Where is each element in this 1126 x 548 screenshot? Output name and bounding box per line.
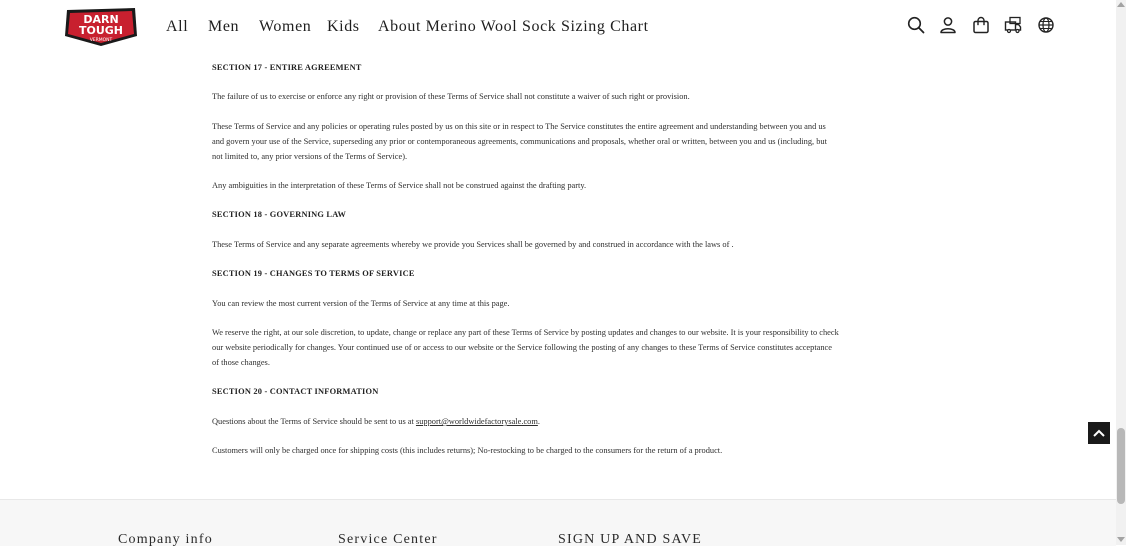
scrollbar-thumb[interactable] bbox=[1117, 428, 1125, 504]
section-20-title: SECTION 20 - CONTACT INFORMATION bbox=[212, 387, 379, 396]
site-header bbox=[0, 0, 1116, 54]
section-19-paragraph-2-line-2: our website periodically for changes. Your continued use of or access to our website or the Service following the posting of any changes to these Terms of Service constitutes acceptance bbox=[212, 343, 832, 352]
footer-service-center-heading: Service Center bbox=[338, 532, 438, 547]
section-17-title: SECTION 17 - ENTIRE AGREEMENT bbox=[212, 63, 362, 72]
order-tracking-icon[interactable] bbox=[1004, 16, 1022, 34]
section-20-paragraph-2: Customers will only be charged once for shipping costs (this includes returns); No-restocking to be charged to the consumers for the return of a product. bbox=[212, 446, 723, 455]
contact-text-end: . bbox=[537, 417, 540, 426]
nav-item-kids[interactable]: Kids bbox=[327, 18, 360, 35]
language-globe-icon[interactable] bbox=[1037, 16, 1055, 34]
support-email-link[interactable]: support@worldwidefactorysale.com bbox=[415, 417, 538, 426]
site-footer bbox=[0, 499, 1116, 546]
back-to-top-button[interactable] bbox=[1088, 422, 1110, 444]
svg-text:TOUGH: TOUGH bbox=[78, 24, 124, 37]
section-19-paragraph-2-line-1: We reserve the right, at our sole discretion, to update, change or replace any part of these Terms of Service by posting updates and changes to our website. It is your responsibility to check bbox=[212, 328, 839, 337]
scroll-down-arrow-icon[interactable] bbox=[1117, 537, 1125, 542]
section-17-paragraph-3: Any ambiguities in the interpretation of these Terms of Service shall not be construed against the drafting party. bbox=[212, 181, 587, 190]
svg-text:DARN: DARN bbox=[83, 13, 119, 26]
section-17-paragraph-2-line-2: and govern your use of the Service, superseding any prior or contemporaneous agreements, communications and proposals, whether oral or written, between you and us (including, but bbox=[212, 137, 827, 146]
section-17-paragraph-2-line-3: not limited to, any prior versions of the Terms of Service). bbox=[212, 152, 408, 161]
nav-item-about-merino-wool[interactable]: About Merino Wool bbox=[378, 18, 518, 35]
svg-text:VERMONT: VERMONT bbox=[89, 38, 113, 43]
chevron-up-icon bbox=[1093, 429, 1105, 437]
scroll-up-arrow-icon[interactable] bbox=[1117, 2, 1125, 7]
section-19-paragraph-1: You can review the most current version of the Terms of Service at any time at this page. bbox=[212, 299, 510, 308]
contact-text: Questions about the Terms of Service should be sent to us at bbox=[212, 417, 416, 426]
section-18-title: SECTION 18 - GOVERNING LAW bbox=[212, 210, 347, 219]
section-19-paragraph-2-line-3: of those changes. bbox=[212, 358, 270, 367]
section-20-paragraph-1 bbox=[212, 415, 907, 430]
brand-logo[interactable] bbox=[63, 6, 139, 48]
page-scrollbar[interactable] bbox=[1116, 0, 1126, 545]
nav-item-women[interactable]: Women bbox=[259, 18, 312, 35]
section-19-title: SECTION 19 - CHANGES TO TERMS OF SERVICE bbox=[212, 269, 415, 278]
footer-signup-heading: SIGN UP AND SAVE bbox=[558, 532, 703, 547]
nav-item-all[interactable]: All bbox=[166, 18, 189, 35]
cart-icon[interactable] bbox=[972, 16, 990, 34]
section-17-paragraph-2-line-1: These Terms of Service and any policies or operating rules posted by us on this site or in respect to The Service constitutes the entire agreement and understanding between you and us bbox=[212, 122, 826, 131]
nav-item-men[interactable]: Men bbox=[208, 18, 240, 35]
section-18-paragraph-1: These Terms of Service and any separate agreements whereby we provide you Services shall be governed by and construed in accordance with the laws of . bbox=[212, 240, 734, 249]
nav-item-sock-sizing-chart[interactable]: Sock Sizing Chart bbox=[522, 18, 649, 35]
footer-company-info-heading: Company info bbox=[118, 532, 213, 547]
search-icon[interactable] bbox=[907, 16, 925, 34]
section-17-paragraph-1: The failure of us to exercise or enforce any right or provision of these Terms of Service shall not constitute a waiver of such right or provision. bbox=[212, 92, 690, 101]
account-icon[interactable] bbox=[939, 16, 957, 34]
